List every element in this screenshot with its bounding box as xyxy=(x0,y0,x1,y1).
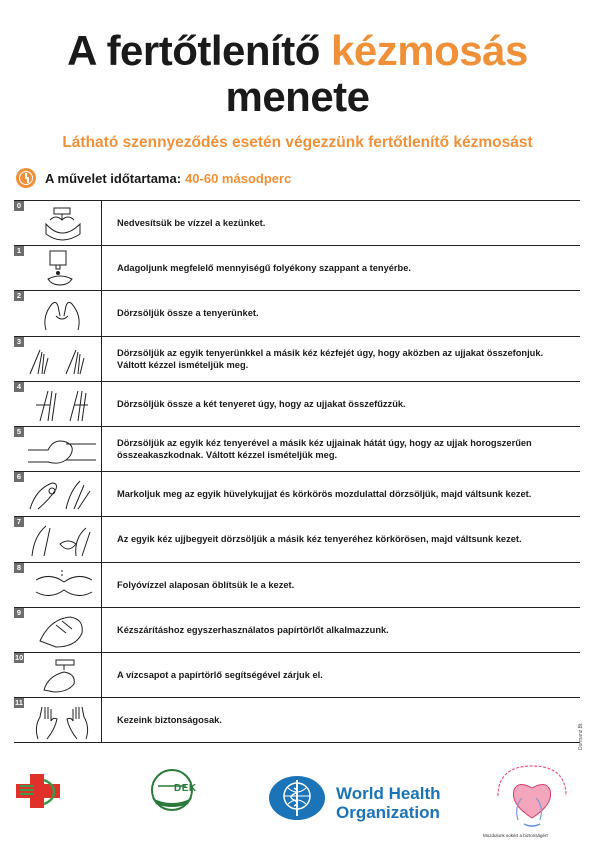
step-illustration xyxy=(14,427,102,471)
palm-to-palm-icon xyxy=(26,294,98,333)
steps-table xyxy=(14,200,580,743)
step-text: Markoljuk meg az egyik hüvelykujjat és körkörös mozdulattal dörzsöljük, majd váltsunk kezet. xyxy=(117,489,532,500)
step-illustration xyxy=(14,608,102,652)
campaign-note: Mozdulunk sokért a biztonságért xyxy=(483,833,548,838)
thumb-rub-icon xyxy=(26,475,98,514)
step-text: Adagoljunk megfelelő mennyiségű folyékony szappant a tenyérbe. xyxy=(117,263,411,274)
step-row xyxy=(14,427,580,472)
step-number: 2 xyxy=(14,291,24,301)
duration-label: A művelet időtartama: xyxy=(45,170,182,186)
interlaced-fingers-icon xyxy=(26,385,98,424)
step-row xyxy=(14,563,580,608)
step-illustration xyxy=(14,653,102,697)
step-illustration xyxy=(14,472,102,516)
step-row xyxy=(14,472,580,517)
step-row xyxy=(14,246,580,291)
step-row xyxy=(14,382,580,427)
interlocked-fingers-icon xyxy=(26,430,98,469)
step-illustration xyxy=(14,382,102,426)
step-illustration xyxy=(14,201,102,245)
step-row xyxy=(14,291,580,336)
campaign-heart-logo xyxy=(484,760,580,832)
step-illustration xyxy=(14,337,102,381)
step-number: 7 xyxy=(14,517,24,527)
step-text: Kézszárításhoz egyszerhasználatos papírtörlőt alkalmazzunk. xyxy=(117,624,389,635)
step-number: 6 xyxy=(14,472,24,482)
step-text: Folyóvízzel alaposan öblítsük le a kezet. xyxy=(117,579,295,590)
step-text: Kezeink biztonságosak. xyxy=(117,715,222,726)
rinse-hands-icon xyxy=(26,566,98,605)
who-emblem-icon xyxy=(266,774,328,822)
title-part3: menete xyxy=(225,73,370,120)
step-number: 1 xyxy=(14,246,24,256)
title-part2: kézmosás xyxy=(331,27,528,74)
clock-icon xyxy=(16,168,36,188)
step-number: 4 xyxy=(14,382,24,392)
step-row xyxy=(14,517,580,562)
step-number: 11 xyxy=(15,698,23,708)
who-line2: Organization xyxy=(336,803,440,822)
step-number: 0 xyxy=(14,201,24,211)
step-number: 8 xyxy=(14,563,24,573)
step-number: 5 xyxy=(14,427,24,437)
step-row xyxy=(14,653,580,698)
step-illustration xyxy=(14,246,102,290)
page-title xyxy=(0,28,595,120)
step-text: Dörzsöljük az egyik tenyerünkkel a másik kéz kézfejét úgy, hogy aközben az ujjakat összefonjuk. Váltott kézzel ismételjük meg. xyxy=(117,347,544,370)
hospital-cross-logo xyxy=(14,772,64,810)
step-row xyxy=(14,698,580,743)
close-tap-with-towel-icon xyxy=(26,656,98,695)
step-text: Dörzsöljük össze a két tenyeret úgy, hogy az ujjakat összefűzzük. xyxy=(117,398,406,409)
step-number: 10 xyxy=(15,652,24,662)
step-row xyxy=(14,608,580,653)
who-line1: World Health xyxy=(336,784,441,803)
duration-row xyxy=(16,167,291,189)
clean-hands-icon xyxy=(26,701,98,740)
hands-under-tap-icon xyxy=(26,204,98,243)
who-logo-text xyxy=(336,784,441,822)
step-number: 9 xyxy=(14,608,24,618)
step-illustration xyxy=(14,698,102,742)
step-illustration xyxy=(14,563,102,607)
step-row xyxy=(14,201,580,246)
step-text: Az egyik kéz ujjbegyeit dörzsöljük a másik kéz tenyeréhez körkörösen, majd váltsunk kezet. xyxy=(117,534,522,545)
step-text: Dörzsöljük össze a tenyerünket. xyxy=(117,308,259,319)
step-illustration xyxy=(14,291,102,335)
credit-text: Dormanz Bt. xyxy=(578,722,584,750)
step-illustration xyxy=(14,517,102,561)
dek-logo-text: DEK xyxy=(174,783,197,794)
fingertip-rub-icon xyxy=(26,520,98,559)
paper-towel-dry-icon xyxy=(26,611,98,650)
step-text: Nedvesítsük be vízzel a kezünket. xyxy=(117,218,266,229)
back-of-hands-icon xyxy=(26,340,98,379)
soap-dispenser-icon xyxy=(26,249,98,288)
step-text: Dörzsöljük az egyik kéz tenyerével a másik kéz ujjainak hátát úgy, hogy az ujjak horogszerűen összeakaszkodnak. Váltott kézzel ismételjük meg. xyxy=(117,438,532,461)
title-part1: A fertőtlenítő xyxy=(67,27,320,74)
subtitle: Látható szennyeződés esetén végezzünk fertőtlenítő kézmosást xyxy=(62,134,533,151)
step-number: 3 xyxy=(14,337,24,347)
step-row xyxy=(14,337,580,382)
duration-value: 40-60 másodperc xyxy=(185,170,292,186)
step-text: A vízcsapot a papírtörlő segítségével zárjuk el. xyxy=(117,669,323,680)
